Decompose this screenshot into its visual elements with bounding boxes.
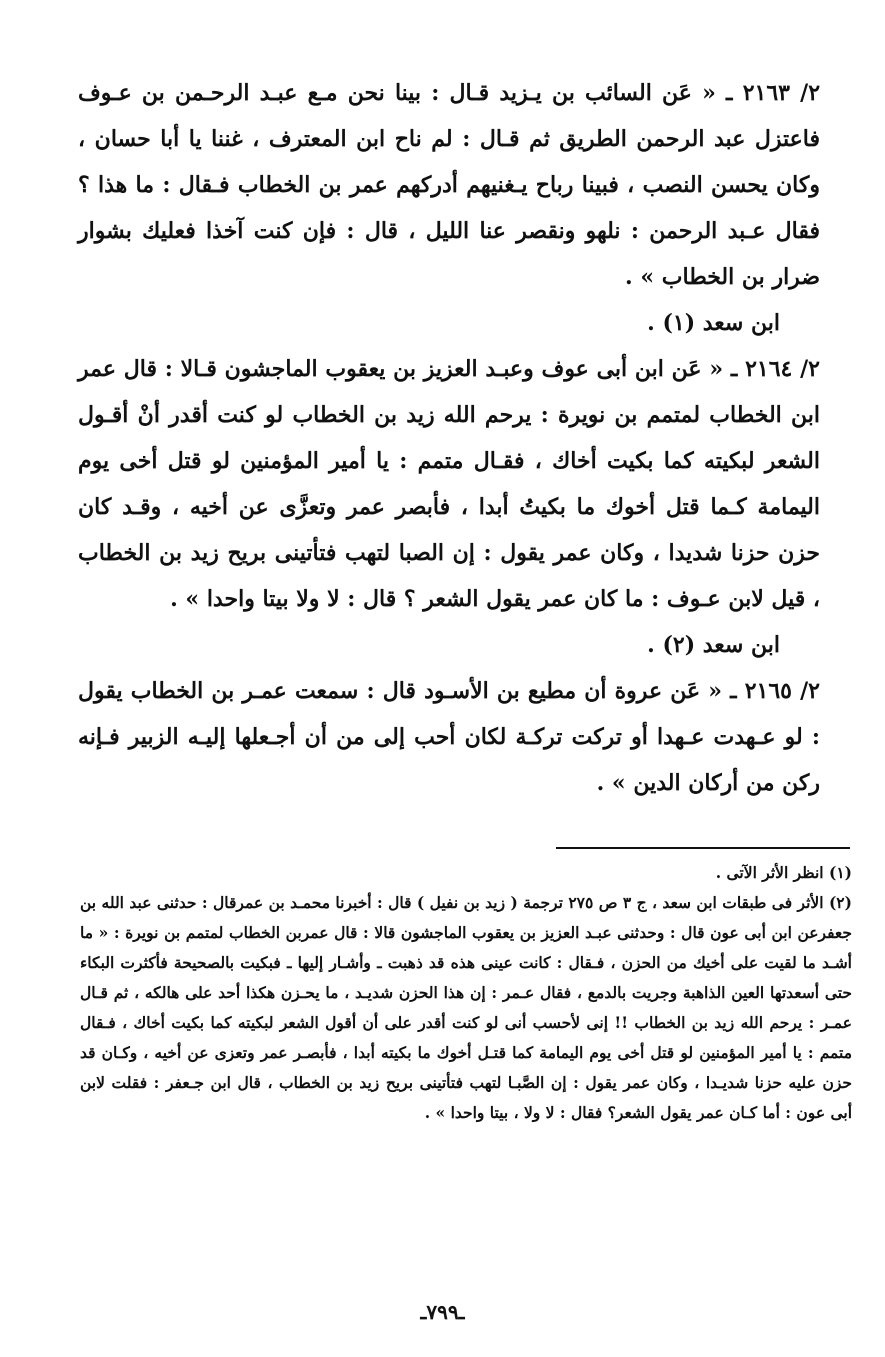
page-number: ـ٧٩٩ـ xyxy=(420,1300,465,1324)
footnote-2-text: الأثر فى طبقات ابن سعد ، ج ٣ ص ٢٧٥ ترجمة ( زيد بن نفيل ) قال : أخبرنا محمـد بن عمرقال : حدثنى عبد الله بن جعفرعن ابن أبى عون قال : وحدثنى عبـد العزيز بن يعقوب الماجشون قالا : قال عمربن الخطاب لمتمم بن نويرة : « ما أشـد ما لقيت على أخيك من الحزن ، فـقال : كانت عينى هذه قد ذهبت ـ وأشـار إليها ـ فبكيت بالصحيحة فأكثرت البكاء حتى أسعدتها العين الذاهبة وجريت بالدمع ، فقال عـمر : إن هذا الحزن شديـد ، ما يحـزن هكذا أحد على هالكه ، ثم قـال عمـر : يرحم الله زيد بن الخطاب !! إنى لأحسب أنى لو كنت أقدر على أن أقول الشعر لبكيته كما بكيت أخاك ، فـقال متمم : يا أمير المؤمنين لو قتل أخى يوم اليمامة كما قتـل أخوك ما بكيته أبدا ، فأبصـر عمر وتعزى عن أخيه ، وكـان قد حزن عليه حزنا شديـدا ، وكان عمر يقول : إن الصَّبـا لتهب فتأتينى بريح زيد بن الخطاب ، قال ابن جـعفر : فقلت لابن أبى عون : أما كـان عمر يقول الشعر؟ فقال : لا ولا ، بيتا واحدا » . xyxy=(80,893,852,1122)
main-text xyxy=(78,70,820,806)
footnote-1-text: انظر الأثر الآتى . xyxy=(715,863,824,882)
footnote-divider xyxy=(556,847,850,849)
entry-2163: ٢/ ٢١٦٣ ـ « عَن السائب بن يـزيد قـال : بينا نحن مـع عبـد الرحـمن بن عـوف فاعتزل عبد الرحمن الطريق ثم قـال : لم ناح ابن المعترف ، غننا يا أبا حسان ، وكان يحسن النصب ، فبينا رباح يـغنيهم أدركهم عمر بن الخطاب فـقال : ما هذا ؟ فقال عـبد الرحمن : نلهو ونقصر عنا الليل ، قال : فإن كنت آخذا فعليك بشوار ضرار بن الخطاب » . xyxy=(78,80,821,290)
footnote-2-label: (٢) xyxy=(828,893,852,912)
footnote-2 xyxy=(80,888,852,1128)
source-ibn-saad-1: ابن سعد (١) . xyxy=(647,310,780,336)
footnote-1-label: (١) xyxy=(828,863,852,882)
entry-2164: ٢/ ٢١٦٤ ـ « عَن ابن أبى عوف وعبـد العزيز بن يعقوب الماجشون قـالا : قال عمر ابن الخطاب لمتمم بن نويرة : يرحم الله زيد بن الخطاب لو كنت أقدر أنْ أقـول الشعر لبكيته كما بكيت أخاك ، فقـال متمم : يا أمير المؤمنين لو قتل أخى يوم اليمامة كـما قتل أخوك ما بكيتُ أبدا ، فأبصر عمر وتعزَّى عن أخيه ، وقـد كان حزن حزنا شديدا ، وكان عمر يقول : إن الصبا لتهب فتأتينى بريح زيد بن الخطاب ، قيل لابن عـوف : ما كان عمر يقول الشعر ؟ قال : لا ولا بيتا واحدا » . xyxy=(78,356,820,612)
entry-2165: ٢/ ٢١٦٥ ـ « عَن عروة أن مطيع بن الأسـود قال : سمعت عمـر بن الخطاب يقول : لو عـهدت عـهدا أو تركت تركـة لكان أحب إلى من أن أجـعلها إليـه الزبير فـإنه ركن من أركان الدين » . xyxy=(78,678,820,796)
source-ibn-saad-2: ابن سعد (٢) . xyxy=(647,632,780,658)
footnote-1 xyxy=(80,858,852,888)
footnotes xyxy=(80,858,852,1128)
